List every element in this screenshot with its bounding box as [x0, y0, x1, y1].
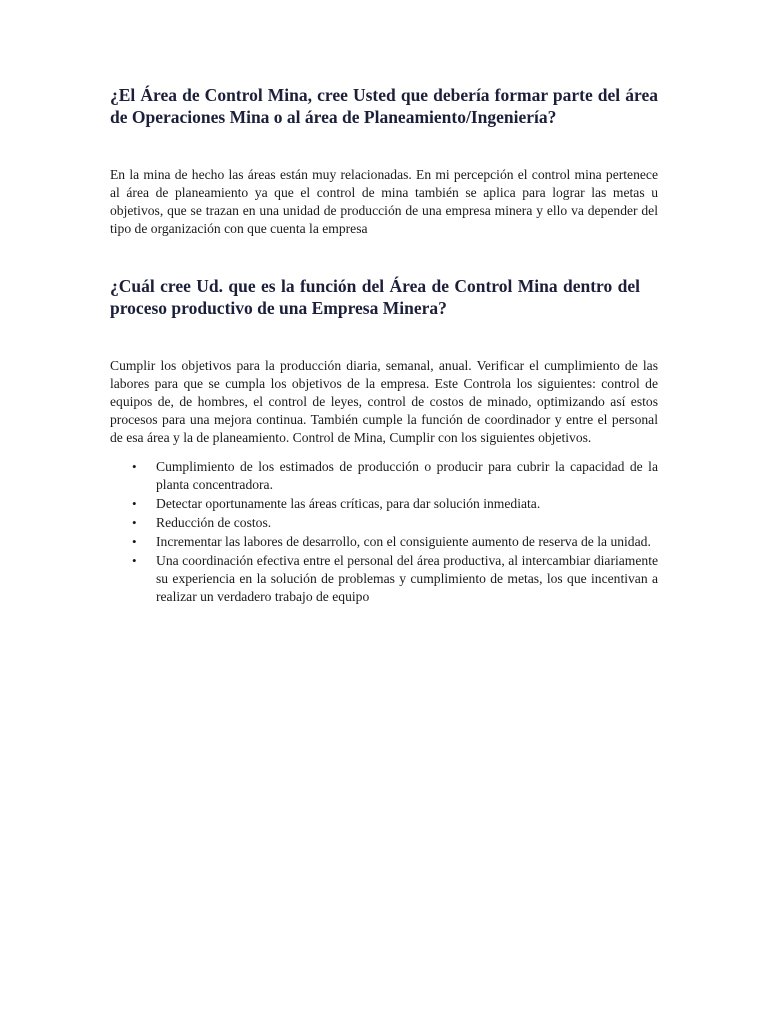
objective-text: Incrementar las labores de desarrollo, con el consiguiente aumento de reserva de la unidad. — [156, 534, 651, 549]
document-page — [110, 84, 658, 607]
answer-2-paragraph: Cumplir los objetivos para la producción diaria, semanal, anual. Verificar el cumplimiento de las labores para que se cumpla los objetivos de la empresa. Este Controla los siguientes: control de equipos de, de hombres, el control de leyes, control de costos de minado, optimizando así estos procesos para una mejora continua. También cumple la función de coordinador y entre el personal de esa área y la de planeamiento. Control de Mina, Cumplir con los siguientes objetivos. — [110, 358, 658, 445]
objective-text: Detectar oportunamente las áreas críticas, para dar solución inmediata. — [156, 496, 541, 511]
objective-text: Cumplimiento de los estimados de producción o producir para cubrir la capacidad de la planta concentradora. — [156, 459, 658, 492]
list-item — [110, 552, 658, 606]
question-1-heading: ¿El Área de Control Mina, cree Usted que debería formar parte del área de Operaciones Mina o al área de Planeamiento/Ingeniería? — [110, 85, 658, 127]
list-item — [110, 495, 658, 513]
list-item — [110, 514, 658, 532]
question-2-heading: ¿Cuál cree Ud. que es la función del Área de Control Mina dentro del proceso productivo de una Empresa Minera? — [110, 276, 640, 318]
bullet-icon: • — [132, 496, 137, 511]
answer-1-paragraph: En la mina de hecho las áreas están muy relacionadas. En mi percepción el control mina pertenece al área de planeamiento ya que el control de mina también se aplica para lograr las metas u objetivos, que se trazan en una unidad de producción de una empresa minera y ello va depender del tipo de organización con que cuenta la empresa — [110, 167, 658, 236]
bullet-icon: • — [132, 515, 137, 530]
bullet-icon: • — [132, 459, 137, 474]
objectives-list — [110, 458, 658, 606]
list-item — [110, 458, 658, 494]
list-item — [110, 533, 658, 551]
bullet-icon: • — [132, 553, 137, 568]
bullet-icon: • — [132, 534, 137, 549]
objective-text: Reducción de costos. — [156, 515, 272, 530]
objective-text: Una coordinación efectiva entre el personal del área productiva, al intercambiar diariamente su experiencia en la solución de problemas y cumplimiento de metas, los que incentivan a realizar un verdadero trabajo de equipo — [156, 553, 658, 604]
